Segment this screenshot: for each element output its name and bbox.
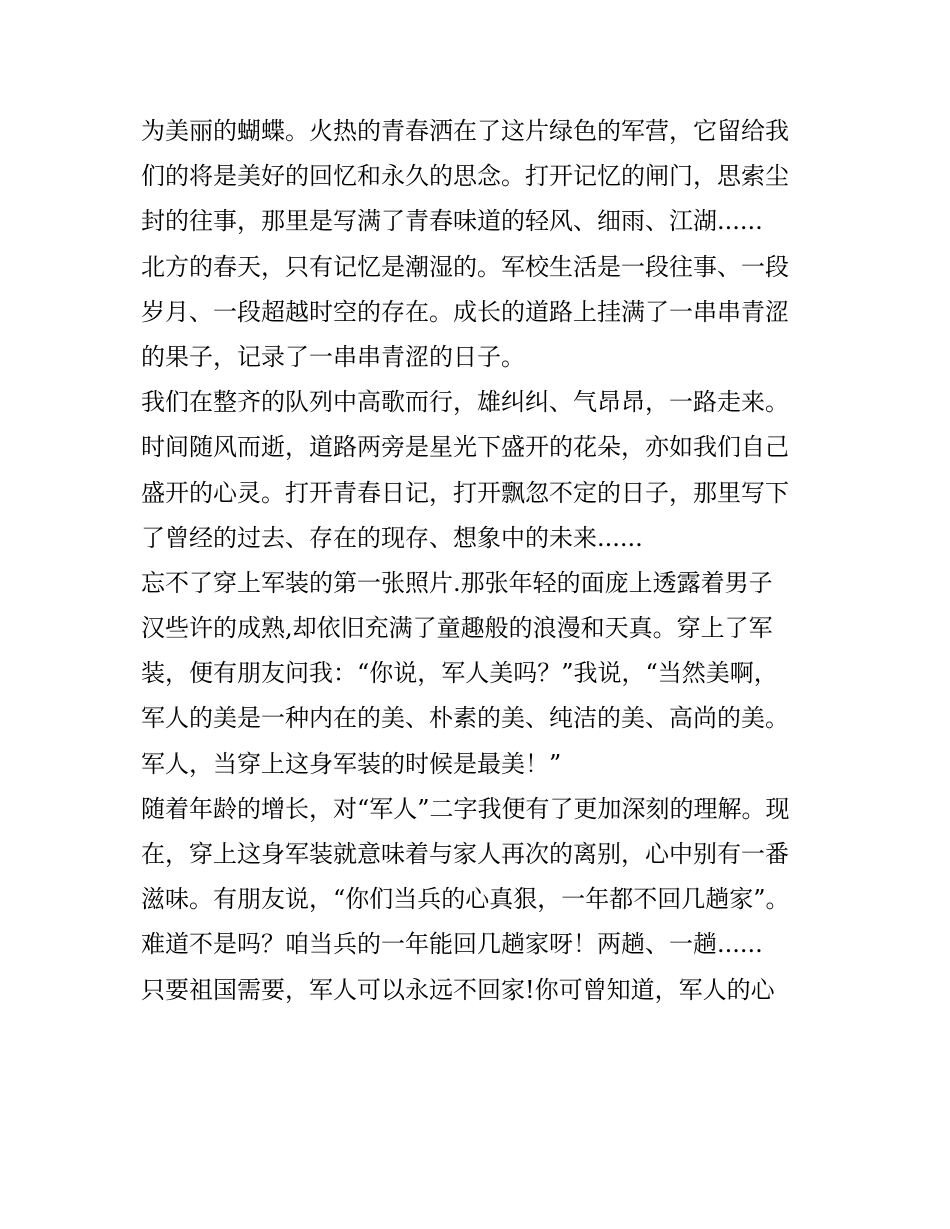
text-line: 岁月、一段超越时空的存在。成长的道路上挂满了一串串青涩 [141, 297, 789, 326]
text-line: 北方的春天，只有记忆是潮湿的。军校生活是一段往事、一段 [141, 252, 789, 281]
text-line: 盛开的心灵。打开青春日记，打开飘忽不定的日子，那里写下 [141, 478, 789, 507]
text-line: 为美丽的蝴蝶。火热的青春洒在了这片绿色的军营，它留给我 [141, 117, 789, 145]
text-line: 们的将是美好的回忆和永久的思念。打开记忆的闸门，思索尘 [141, 162, 789, 191]
text-line: 在，穿上这身军装就意味着与家人再次的离别，心中别有一番 [141, 840, 789, 868]
document-page [141, 109, 831, 1013]
text-line: 难道不是吗？咱当兵的一年能回几趟家呀！两趟、一趟...... [141, 930, 763, 959]
text-line: 滋味。有朋友说，“你们当兵的心真狠，一年都不回几趟家”。 [141, 885, 790, 914]
text-line: 军人，当穿上这身军装的时候是最美！” [141, 749, 562, 778]
text-line: 封的往事，那里是写满了青春味道的轻风、细雨、江湖...... [141, 207, 763, 236]
text-line: 了曾经的过去、存在的现存、想象中的未来...... [141, 523, 643, 552]
text-line: 时间随风而逝，道路两旁是星光下盛开的花朵，亦如我们自己 [141, 433, 789, 462]
text-line: 忘不了穿上军装的第一张照片.那张年轻的面庞上透露着男子 [141, 568, 773, 597]
text-line: 军人的美是一种内在的美、朴素的美、纯洁的美、高尚的美。 [141, 704, 789, 733]
text-line: 汉些许的成熟,却依旧充满了童趣般的浪漫和天真。穿上了军 [141, 614, 773, 643]
text-line: 随着年龄的增长，对“军人”二字我便有了更加深刻的理解。现 [141, 794, 790, 823]
text-line: 只要祖国需要，军人可以永远不回家!你可曾知道，军人的心 [141, 975, 775, 1004]
text-line: 装，便有朋友问我：“你说，军人美吗？”我说，“当然美啊， [141, 659, 778, 688]
text-line: 我们在整齐的队列中高歌而行，雄纠纠、气昂昂，一路走来。 [141, 388, 789, 417]
text-line: 的果子，记录了一串串青涩的日子。 [141, 342, 525, 371]
